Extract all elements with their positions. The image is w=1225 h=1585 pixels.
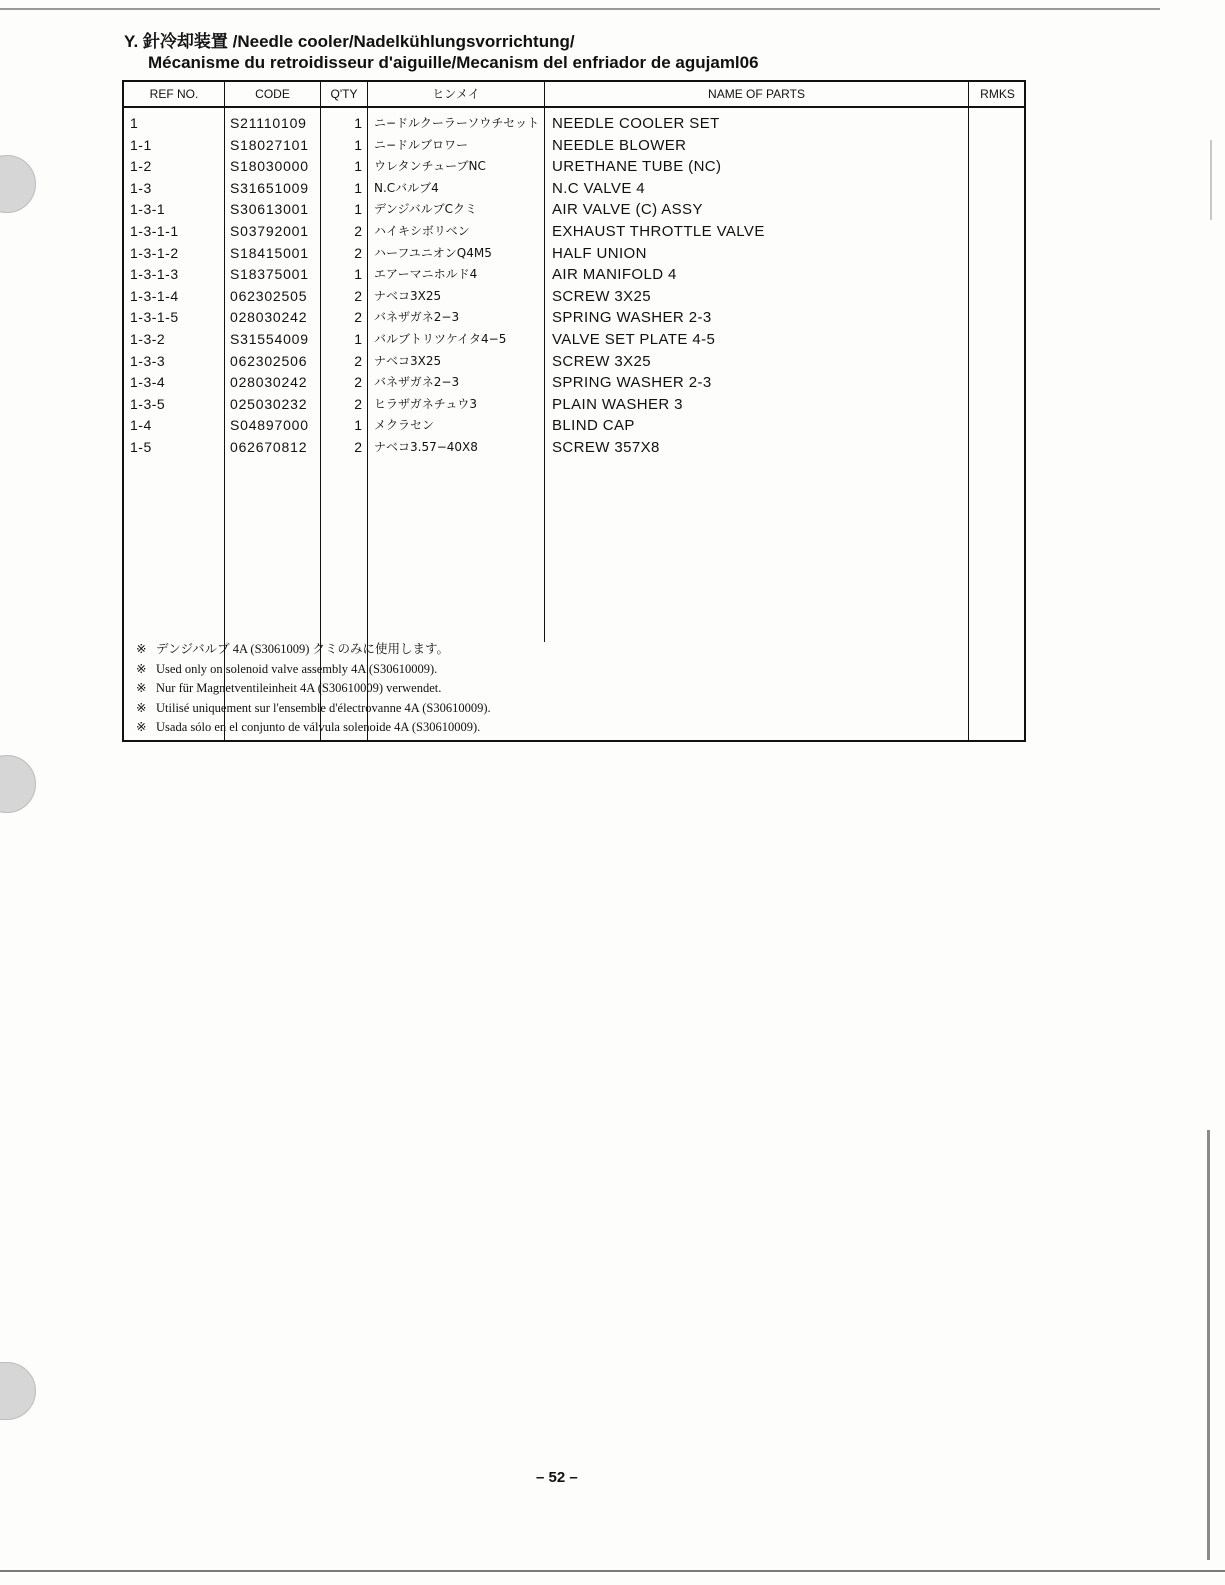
table-row <box>124 135 1024 157</box>
part-name: SCREW 3X25 <box>552 287 652 305</box>
ref-no: 1-3-1-4 <box>130 287 179 304</box>
part-name: PLAIN WASHER 3 <box>552 395 683 413</box>
quantity: 2 <box>354 352 362 369</box>
header-name-of-parts: NAME OF PARTS <box>708 87 805 101</box>
ref-no: 1-5 <box>130 438 152 455</box>
quantity: 1 <box>354 417 362 434</box>
binder-hole-bottom <box>0 1362 36 1420</box>
scan-edge-right-lower <box>1207 1130 1210 1560</box>
quantity: 2 <box>354 395 362 412</box>
part-code: S04897000 <box>230 417 309 434</box>
table-row <box>124 307 1024 329</box>
quantity: 1 <box>354 201 362 218</box>
kana-name: バネザガネ2−3 <box>374 310 460 325</box>
part-code: S30613001 <box>230 201 309 218</box>
binder-hole-top <box>0 155 36 213</box>
part-name: AIR MANIFOLD 4 <box>552 266 677 284</box>
table-header <box>124 82 1024 108</box>
kana-name: ニ−ドルブロワー <box>374 137 469 152</box>
scan-edge-bottom <box>0 1570 1225 1572</box>
kana-name: ウレタンチューブNC <box>374 159 486 174</box>
part-code: 062670812 <box>230 438 308 455</box>
footnote-german: ※ Nur für Magnetventileinheit 4A (S30610009) verwendet. <box>136 681 442 695</box>
part-code: S21110109 <box>230 115 307 131</box>
scan-edge-right <box>1210 140 1212 220</box>
ref-no: 1-3-4 <box>130 374 166 391</box>
table-row <box>124 243 1024 265</box>
part-code: 028030242 <box>230 374 308 391</box>
ref-no: 1-3-1-5 <box>130 309 179 326</box>
table-row <box>124 394 1024 416</box>
part-code: S18375001 <box>230 266 309 283</box>
page-number: – 52 – <box>536 1469 578 1486</box>
parts-table <box>122 80 1026 742</box>
ref-no: 1-4 <box>130 417 152 434</box>
part-name: SPRING WASHER 2-3 <box>552 374 712 392</box>
ref-no: 1-3-1-1 <box>130 222 179 239</box>
table-row <box>124 221 1024 243</box>
quantity: 2 <box>354 309 362 326</box>
part-code: S18415001 <box>230 244 309 261</box>
kana-name: バネザガネ2−3 <box>374 375 460 390</box>
table-row <box>124 437 1024 459</box>
part-name: AIR VALVE (C) ASSY <box>552 201 703 219</box>
footnote-english: ※ Used only on solenoid valve assembly 4A (S30610009). <box>136 661 438 676</box>
quantity: 1 <box>354 115 362 131</box>
part-name: HALF UNION <box>552 244 647 262</box>
ref-no: 1-3 <box>130 179 152 196</box>
header-rmks: RMKS <box>980 87 1015 101</box>
quantity: 2 <box>354 222 362 239</box>
ref-no: 1-3-3 <box>130 352 166 369</box>
ref-no: 1-3-1-3 <box>130 266 179 283</box>
kana-name: ナベコ3.57−40X8 <box>374 439 478 454</box>
kana-name: ニ−ドルクーラーソウチセット <box>374 116 540 130</box>
part-code: S18027101 <box>230 136 309 153</box>
kana-name: ナベコ3X25 <box>374 288 442 303</box>
footnotes <box>136 640 996 738</box>
ref-no: 1-3-1 <box>130 201 166 218</box>
table-row <box>124 286 1024 308</box>
scan-edge-top <box>0 8 1160 10</box>
quantity: 2 <box>354 287 362 304</box>
part-name: NEEDLE COOLER SET <box>552 115 720 132</box>
quantity: 1 <box>354 158 362 175</box>
table-row <box>124 329 1024 351</box>
quantity: 1 <box>354 179 362 196</box>
kana-name: ナベコ3X25 <box>374 353 442 368</box>
part-code: S18030000 <box>230 158 309 175</box>
table-row <box>124 113 1024 135</box>
ref-no: 1-3-5 <box>130 395 166 412</box>
quantity: 2 <box>354 244 362 261</box>
part-name: EXHAUST THROTTLE VALVE <box>552 222 765 240</box>
table-row <box>124 351 1024 373</box>
ref-no: 1 <box>130 115 139 131</box>
header-ref-no: REF NO. <box>149 87 199 101</box>
quantity: 1 <box>354 330 362 347</box>
quantity: 1 <box>354 136 362 153</box>
part-code: S31554009 <box>230 330 309 347</box>
kana-name: ハーフユニオンQ4M5 <box>374 245 492 260</box>
quantity: 1 <box>354 266 362 283</box>
part-code: S31651009 <box>230 179 309 196</box>
part-name: SPRING WASHER 2-3 <box>552 309 712 327</box>
part-code: 062302506 <box>230 352 308 369</box>
footnote-spanish: ※ Usada sólo en el conjunto de válvula solenoide 4A (S30610009). <box>136 720 481 734</box>
table-row <box>124 415 1024 437</box>
header-code: CODE <box>255 87 290 101</box>
part-name: BLIND CAP <box>552 417 635 435</box>
footnote-french: ※ Utilisé uniquement sur l'ensemble d'électrovanne 4A (S30610009). <box>136 700 491 715</box>
ref-no: 1-3-1-2 <box>130 244 179 261</box>
part-name: N.C VALVE 4 <box>552 179 646 197</box>
ref-no: 1-2 <box>130 158 152 175</box>
table-row <box>124 264 1024 286</box>
kana-name: ハイキシボリベン <box>374 223 470 238</box>
table-row <box>124 178 1024 200</box>
part-code: 025030232 <box>230 395 308 412</box>
kana-name: ヒラザガネチュウ3 <box>374 396 478 411</box>
table-row <box>124 156 1024 178</box>
header-qty: Q'TY <box>330 87 358 101</box>
kana-name: メクラセン <box>374 418 435 433</box>
part-name: SCREW 3X25 <box>552 352 652 370</box>
table-row <box>124 199 1024 221</box>
section-subtitle: Mécanisme du retroidisseur d'aiguille/Mecanism del enfriador de agujaml06 <box>148 53 759 72</box>
part-code: 028030242 <box>230 309 308 326</box>
quantity: 2 <box>354 438 362 455</box>
part-name: SCREW 357X8 <box>552 438 660 456</box>
kana-name: エアーマニホルド4 <box>374 267 478 282</box>
footnote-japanese: ※ デンジバルブ 4A (S3061009) クミのみに使用します。 <box>136 642 450 656</box>
section-title: Y. 針冷却装置 /Needle cooler/Nadelkühlungsvorrichtung/ <box>124 32 575 51</box>
part-name: NEEDLE BLOWER <box>552 136 687 154</box>
ref-no: 1-1 <box>130 136 152 153</box>
part-code: 062302505 <box>230 287 308 304</box>
part-name: URETHANE TUBE (NC) <box>552 158 722 176</box>
kana-name: バルブトリツケイタ4−5 <box>374 331 507 346</box>
ref-no: 1-3-2 <box>130 330 166 347</box>
kana-name: デンジバルブCクミ <box>374 202 477 217</box>
part-code: S03792001 <box>230 222 309 239</box>
quantity: 2 <box>354 374 362 391</box>
table-body <box>124 113 1024 459</box>
kana-name: N.Cバルブ4 <box>374 180 439 195</box>
part-name: VALVE SET PLATE 4-5 <box>552 330 716 348</box>
table-row <box>124 372 1024 394</box>
binder-hole-middle <box>0 755 36 813</box>
header-kana: ヒンメイ <box>432 87 480 101</box>
